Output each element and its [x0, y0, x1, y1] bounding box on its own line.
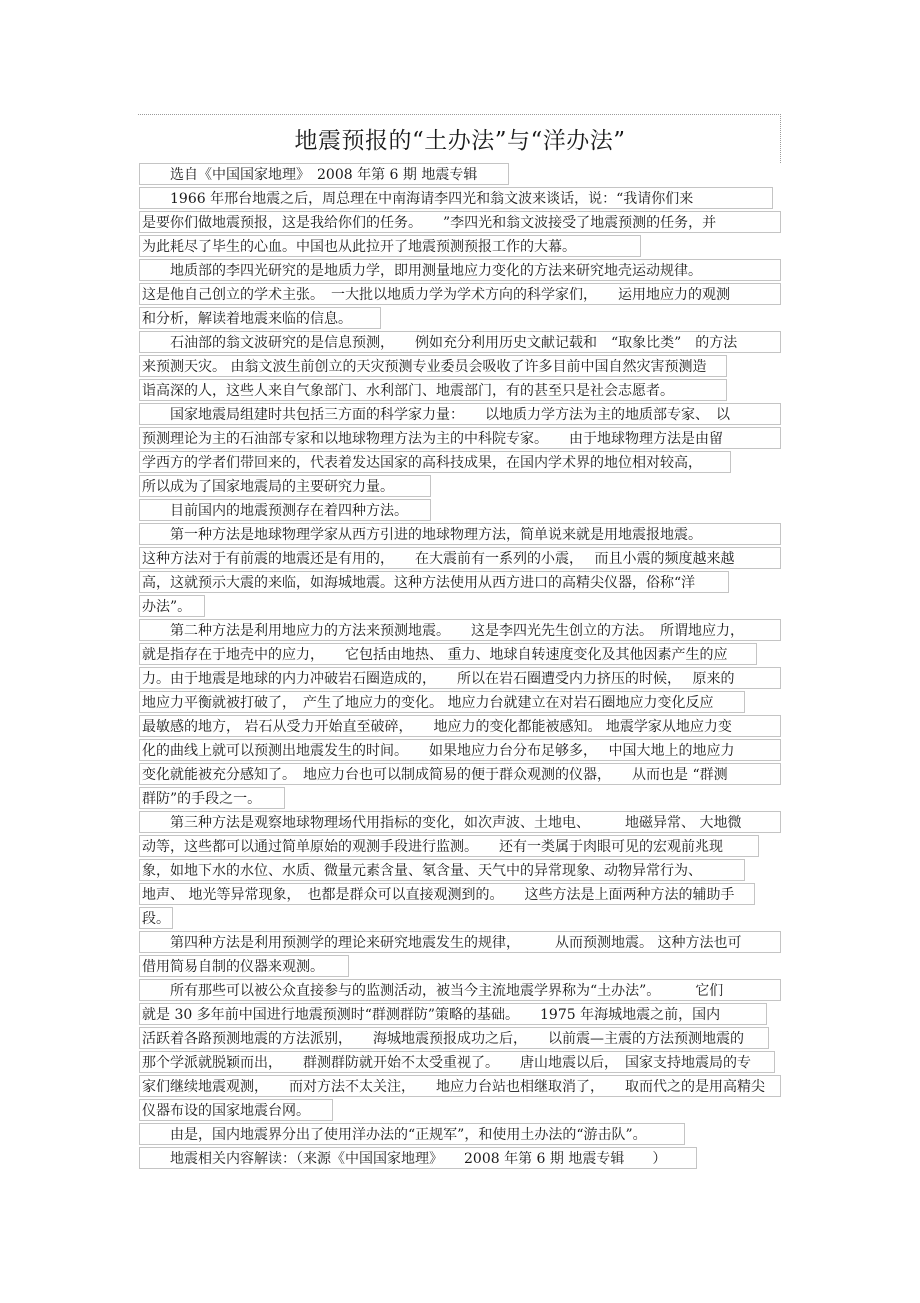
- text-line: 高，这就预示大震的来临，如海城地震。这种方法使用从西方进口的高精尖仪器，俗称“洋: [139, 571, 729, 593]
- text-line: 地应力平衡就被打破了， 产生了地应力的变化。 地应力台就建立在对岩石圈地应力变化反应: [139, 691, 745, 713]
- text-line: 学西方的学者们带回来的，代表着发达国家的高科技成果，在国内学术界的地位相对较高，: [139, 451, 731, 473]
- text-line: 那个学派就脱颖而出， 群测群防就开始不太受重视了。 唐山地震以后， 国家支持地震局的专: [139, 1051, 775, 1073]
- text-line: 活跃着各路预测地震的方法派别， 海城地震预报成功之后， 以前震—主震的方法预测地震的: [139, 1027, 769, 1049]
- text-line: 所以成为了国家地震局的主要研究力量。: [139, 475, 431, 497]
- text-line: 家们继续地震观测， 而对方法不太关注， 地应力台站也相继取消了， 取而代之的是用高精尖: [139, 1075, 781, 1097]
- text-line: 第一种方法是地球物理学家从西方引进的地球物理方法，简单说来就是用地震报地震。: [139, 523, 781, 545]
- text-line: 就是 30 多年前中国进行地震预测时“群测群防”策略的基础。 1975 年海城地震之前，国内: [139, 1003, 767, 1025]
- text-line: 石油部的翁文波研究的是信息预测， 例如充分利用历史文献记载和 “取象比类” 的方法: [139, 331, 781, 353]
- text-line: 1966 年邢台地震之后，周总理在中南海请李四光和翁文波来谈话，说：“我请你们来: [139, 187, 773, 209]
- text-line: 国家地震局组建时共包括三方面的科学家力量： 以地质力学方法为主的地质部专家、 以: [139, 403, 781, 425]
- text-line: 群防”的手段之一。: [139, 787, 285, 809]
- text-line: 选自《中国国家地理》 2008 年第 6 期 地震专辑: [139, 163, 509, 185]
- text-line: 象，如地下水的水位、水质、微量元素含量、氡含量、天气中的异常现象、动物异常行为、: [139, 859, 745, 881]
- text-line: 目前国内的地震预测存在着四种方法。: [139, 499, 431, 521]
- text-line: 为此耗尽了毕生的心血。中国也从此拉开了地震预测预报工作的大幕。: [139, 235, 641, 257]
- text-line: 仪器布设的国家地震台网。: [139, 1099, 333, 1121]
- text-line: 第三种方法是观察地球物理场代用指标的变化，如次声波、土地电、 地磁异常、 大地微: [139, 811, 781, 833]
- text-line: 这是他自己创立的学术主张。 一大批以地质力学为学术方向的科学家们， 运用地应力的观测: [139, 283, 781, 305]
- text-line: 是要你们做地震预报，这是我给你们的任务。 ”李四光和翁文波接受了地震预测的任务，并: [139, 211, 781, 233]
- text-line: 和分析，解读着地震来临的信息。: [139, 307, 381, 329]
- text-line: 这种方法对于有前震的地震还是有用的， 在大震前有一系列的小震， 而且小震的频度越来越: [139, 547, 781, 569]
- text-line: 段。: [139, 907, 173, 929]
- text-line: 地质部的李四光研究的是地质力学，即用测量地应力变化的方法来研究地壳运动规律。: [139, 259, 781, 281]
- text-line: 最敏感的地方， 岩石从受力开始直至破碎， 地应力的变化都能被感知。 地震学家从地应力变: [139, 715, 781, 737]
- text-line: 办法”。: [139, 595, 205, 617]
- text-line: 地声、 地光等异常现象， 也都是群众可以直接观测到的。 这些方法是上面两种方法的辅助手: [139, 883, 755, 905]
- text-line: 由是，国内地震界分出了使用洋办法的“正规军”，和使用土办法的“游击队”。: [139, 1123, 685, 1145]
- text-line: 预测理论为主的石油部专家和以地球物理方法为主的中科院专家。 由于地球物理方法是由留: [139, 427, 781, 449]
- text-line: 第二种方法是利用地应力的方法来预测地震。 这是李四光先生创立的方法。 所谓地应力，: [139, 619, 781, 641]
- text-line: 化的曲线上就可以预测出地震发生的时间。 如果地应力台分布足够多， 中国大地上的地应力: [139, 739, 781, 761]
- text-line: 来预测天灾。 由翁文波生前创立的天灾预测专业委员会吸收了许多目前中国自然灾害预测造: [139, 355, 727, 377]
- text-line: 动等，这些都可以通过简单原始的观测手段进行监测。 还有一类属于肉眼可见的宏观前兆现: [139, 835, 759, 857]
- text-line: 所有那些可以被公众直接参与的监测活动，被当今主流地震学界称为“土办法”。 它们: [139, 979, 781, 1001]
- text-line: 地震相关内容解读：（来源《中国国家地理》 2008 年第 6 期 地震专辑 ）: [139, 1147, 697, 1169]
- text-line: 第四种方法是利用预测学的理论来研究地震发生的规律， 从而预测地震。 这种方法也可: [139, 931, 781, 953]
- text-line: 力。由于地震是地球的内力冲破岩石圈造成的， 所以在岩石圈遭受内力挤压的时候， 原来的: [139, 667, 781, 689]
- text-line: 就是指存在于地壳中的应力， 它包括由地热、 重力、地球自转速度变化及其他因素产生的应: [139, 643, 757, 665]
- article-title: 地震预报的“土办法”与“洋办法”: [294, 128, 626, 154]
- text-line: 变化就能被充分感知了。 地应力台也可以制成简易的便于群众观测的仪器， 从而也是 “群测: [139, 763, 781, 785]
- text-line: 诣高深的人，这些人来自气象部门、水利部门、地震部门，有的甚至只是社会志愿者。: [139, 379, 727, 401]
- text-line: 借用简易自制的仪器来观测。: [139, 955, 349, 977]
